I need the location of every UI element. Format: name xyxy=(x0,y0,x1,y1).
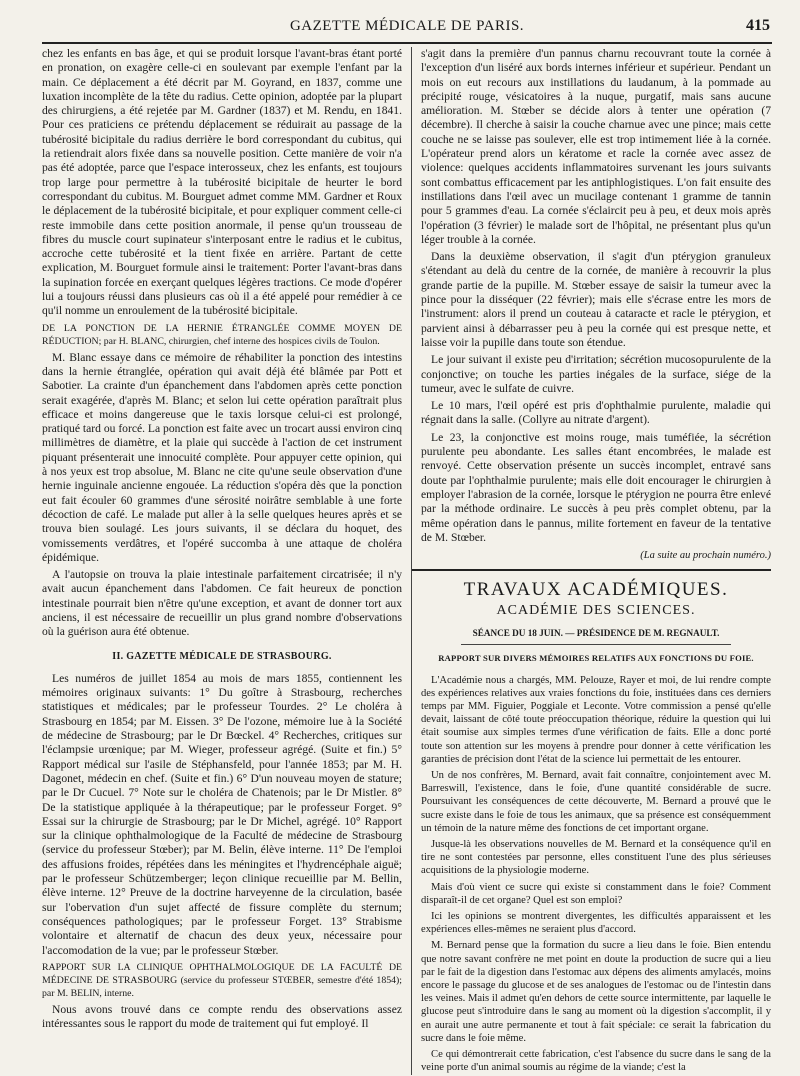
page-header xyxy=(42,0,772,44)
divider xyxy=(412,569,771,571)
paragraph: s'agit dans la première d'un pannus charnu recouvrant toute la cornée à l'exception d'un liséré aux bords internes inférieur et supérieur. Pendant un mois on eut recours aux instillations du laudanum, à la pommade au précipité rouge, vésicatoires à la nuque, purgatif, mais sans aucune amélioration. M. Stœber se décide alors à tenter une opération (7 décembre). Il cherche à saisir la couche charnue avec une pince; mais cette couche ne se laisse pas soulever, elle est trop intimement liée à la cornée. L'opérateur prend alors un kératome et racle la cornée avec assez de violence: quelques accidents inflammatoires survenant les jours suivants sont combattus efficacement par les antiphlogistiques. L'on fait ensuite des instillations dans l'œil avec un mucilage contenant 1 gramme de tannin pour 5 grammes d'eau. La cornée s'éclaircit peu à peu, et deux mois après l'opération (3 février) le malade sort de l'hôpital, ne présentant plus qu'un léger trouble à la cornée. xyxy=(421,47,771,246)
divider xyxy=(461,644,731,645)
section-title: II. GAZETTE MÉDICALE DE STRASBOURG. xyxy=(112,650,332,662)
journal-title: GAZETTE MÉDICALE DE PARIS. xyxy=(289,18,525,34)
paragraph: Mais d'où vient ce sucre qui existe si constamment dans le foie? Comment disparaît-il de cet organe? Quel est son emploi? xyxy=(421,881,771,906)
left-column xyxy=(42,47,412,1075)
paragraph: Jusque-là les observations nouvelles de M. Bernard et la conséquence qu'il en tire ne sont contestées par personne, elles constituent l'une des plus sérieuses acquisitions de la physiologie moderne. xyxy=(421,839,771,877)
paragraph: Le jour suivant il existe peu d'irritation; sécrétion mucosopurulente de la conjonctive; on touche les parties inégales de la surface, siége de la tumeur, avec le sulfate de cuivre. xyxy=(421,353,771,395)
subsection-title: ACADÉMIE DES SCIENCES. xyxy=(496,602,696,618)
section-heading: DE LA PONCTION DE LA HERNIE ÉTRANGLÉE COMME MOYEN DE RÉDUCTION; par H. BLANC, chirurgien, chef interne des hospices civils de Toulon. xyxy=(42,322,402,347)
paragraph: Ici les opinions se montrent divergentes, les difficultés apparaissent et les expériences elles-mêmes ne seraient plus d'accord. xyxy=(421,911,771,936)
paragraph: Nous avons trouvé dans ce compte rendu des observations assez intéressantes sous le rapport du mode de traitement qui fut employé. Il xyxy=(42,1002,402,1031)
right-column xyxy=(412,47,771,1075)
paragraph: Le 23, la conjonctive est moins rouge, mais tuméfiée, la sécrétion purulente peu abondante. Les salles étant encombrées, le malade est renvoyé. Cette observation présente un succès incomplet, entravé sans doute par l'ophthalmie purulente; mais elle doit encourager le chirurgien à employer l'abrasion de la cornée, lorsque le ptérygion ne pourra être enlevé par la méthode ordinaire. Le succès à peu près complet obtenu, par la même opération dans le pannus, milite fortement en faveur de la tentative de M. Stœber. xyxy=(421,430,771,544)
session-line: SÉANCE DU 18 JUIN. — PRÉSIDENCE DE M. REGNAULT. xyxy=(472,627,720,638)
paragraph: M. Blanc essaye dans ce mémoire de réhabiliter la ponction des intestins dans la hernie étranglée, opération qui avait déjà été blâmée par Pott et Sabotier. La crainte d'un épanchement dans l'abdomen après cette ponction serait exagérée, d'après M. Blanc; et selon lui cette opération paraîtrait plus efficace et moins dangereuse que le taxis lorsque celui-ci est prolongé, pratiqué tard ou forcé. La ponction est faite avec un trocart aussi environ cinq millimètres de diamètre, et la plaie qui succède à l'action de cet instrument piquant présenterait une innocuité complète. Pour appuyer cette opinion, qui à nos yeux est trop absolue, M. Blanc ne cite qu'une seule observation d'une hernie inguinale ancienne engouée. La réduction s'opéra dès que la ponction eut fait écouler 60 grammes d'une sérosité noirâtre semblable à une forte décoction de café. Le malade put aller à la selle quelques heures après et se trouva bien soulagé. Les jours suivants, il se déclara du hoquet, des vomissements verdâtres, et l'opéré succomba à une attaque de choléra épidémique. xyxy=(42,350,402,564)
report-title: RAPPORT SUR DIVERS MÉMOIRES RELATIFS AUX FONCTIONS DU FOIE. xyxy=(438,653,754,664)
paragraph: chez les enfants en bas âge, et qui se produit lorsque l'avant-bras étant porté en pronation, on exagère celle-ci en soulevant par exemple l'enfant par la main. Ce déplacement a été décrit par M. Goyrand, en 1837, comme une luxation incomplète de la tête du radius. Cette opinion, adoptée par la plupart des chirurgiens, a été rejetée par M. Gardner (1837) et M. Rendu, en 1841. Pour ces praticiens ce prétendu déplacement se réduirait au passage de la tubérosité bicipitale du radius derrière le bord correspondant du cubitus, qui la retiendrait alors fixée dans sa nouvelle position. Cette manière de voir n'a pas été adoptée, parce que l'espace interosseux, chez les enfants, est toujours trop large pour permettre à la tubérosité bicipitale de heurter le bord correspondant du cubitus. M. Bourguet admet comme MM. Gardner et Roux le déplacement de la tubérosité bicipitale, et pour expliquer comment celle-ci reste immobile dans cette position anormale, il pense qu'un trousseau de fibres du muscle court supinateur s'interposant entre le radius et le cubitus, accroche cette tubérosité et la tient fixée en arrière. Partant de cette explication, M. Bourguet formule ainsi le traitement: Porter l'avant-bras dans la supination forcée en exerçant quelques légères tractions. Ce mode d'opérer lui a toujours réussi dans plusieurs cas où il a été appelé pour remédier à ce qu'il nomme un enroulement de la tubérosité bicipitale. xyxy=(42,47,402,318)
paragraph: Un de nos confrères, M. Bernard, avait fait connaître, conjointement avec M. Barreswill, l'existence, dans le foie, d'une quantité considérable de sucre. Poursuivant les conséquences de cette découverte, M. Bernard a prouvé que le sucre existe dans le foie de tous les animaux, que sa présence est conséquemment un témoin de la nature même des fonctions de cet important organe. xyxy=(421,770,771,834)
paragraph: Les numéros de juillet 1854 au mois de mars 1855, contiennent les mémoires originaux suivants: 1° Du goître à Strasbourg, recherches statistiques et médicales; par le professeur Tourdes. 2° Le choléra à Strasbourg en 1854; par M. Eissen. 3° De l'ozone, mémoire lue à la Société de médecine de Strasbourg; par le Dr Bœckel. 4° Recherches, critiques sur l'éclampsie urœnique; par M. Wieger, professeur agrégé. (Suite et fin.) 5° Rapport médical sur l'asile de Stéphansfeld, pour l'année 1853; par M. H. Dagonet, médecin en chef. (Suite et fin.) 6° D'un nouveau moyen de stature; par le Dr Cucuel. 7° Note sur le choléra de Chatenois; par le Dr Mistler. 8° De la statistique appliquée à la thérapeutique; par le professeur Forget. 9° Essai sur la chirurgie de Strasbourg; par le Dr Michel, agrégé. 10° Rapport sur la clinique ophthalmologique de la Faculté de médecine de Strasbourg (service du professeur Stœber); par M. Belin, élève interne. 11° De l'emploi des affusions froides, répétées dans les méningites et l'hydrencéphale aiguë; par le professeur Schützemberger; leçon clinique recueillie par M. Bellin, élève interne. 12° Preuve de la doctrine harveyenne de la circulation, basée sur l'obervation d'un sujet affecté de fissure complète du sternum; conséquences pathologiques; par le professeur Forget. 13° Strabisme volontaire et alternatif de chacun des deux yeux, nécessaire pour l'accomodation de la vue; par le professeur Stœber. xyxy=(42,671,402,957)
paragraph: Ce qui démontrerait cette fabrication, c'est l'absence du sucre dans le sang de la veine porte d'un animal soumis au régime de la viande; c'est la xyxy=(421,1049,771,1074)
paragraph: Dans la deuxième observation, il s'agit d'un ptérygion granuleux s'étendant au delà du centre de la cornée, de manière à recouvrir la plus grande partie de la pupille. M. Stœber essaye de saisir la tumeur avec la pince pour la disséquer (22 février); mais elle s'écrase entre les mors de l'instrument: alors il prend un couteau à cataracte et racle le ptérygion, et parvient ainsi à débarrasser peu à peu la cornée qui est presque nette, et laisse voir la pupille dans toute son étendue. xyxy=(421,250,771,349)
section-title: TRAVAUX ACADÉMIQUES. xyxy=(463,579,729,601)
paragraph: Le 10 mars, l'œil opéré est pris d'ophthalmie purulente, maladie qui régnait dans la salle. (Collyre au nitrate d'argent). xyxy=(421,399,771,427)
paragraph: A l'autopsie on trouva la plaie intestinale parfaitement circatrisée; il n'y avait aucun épanchement dans l'abdomen. Ce fait heureux de ponction intestinale pourrait bien n'être qu'une exception, et avant de donner tort aux anciens, il est nécessaire de recueillir un plus grand nombre d'observations où la guérison aura été obtenue. xyxy=(42,568,402,639)
section-heading: RAPPORT SUR LA CLINIQUE OPHTHALMOLOGIQUE DE LA FACULTÉ DE MÉDECINE DE STRASBOURG (service du professeur STŒBER, semestre d'été 1854); par M. BELIN, interne. xyxy=(42,961,402,999)
paragraph: L'Académie nous a chargés, MM. Pelouze, Rayer et moi, de lui rendre compte des expériences relatives aux vraies fonctions du foie, instituées dans ces derniers temps par MM. Figuier, Poggiale et Leconte. Votre commission a pensé qu'elle devait, laissant de côté toute préoccupation théorique, réduire la question qui lui était soumise aux simples termes d'une vérification de faits. Elle a donc porté toute son attention sur les moyens à prendre pour donner à cette vérification les garanties de précision dont l'état de la science lui permettait de les entourer. xyxy=(421,674,771,765)
text-columns xyxy=(42,47,772,1075)
report-body xyxy=(421,674,771,1075)
page-number: 415 xyxy=(746,17,770,34)
paragraph: M. Bernard pense que la formation du sucre a lieu dans le foie. Bien entendu que notre savant confrère ne met point en doute la production de sucre qui a lieu par le fait de la digestion dans l'estomac aux dépens des aliments amylacés, moins encore le passage du glucose et de ses analogues de l'estomac ou de l'intestin dans les veines. Mais il admet qu'en dehors de cette source intermittente, par laquelle le glucose peut s'introduire dans le sang au moment où la digestion s'accomplit, il y en aurait une autre permanente et tout à fait spéciale: ce serait la fabrication du sucre dans le foie même. xyxy=(421,940,771,1044)
continued-note: (La suite au prochain numéro.) xyxy=(640,550,771,562)
